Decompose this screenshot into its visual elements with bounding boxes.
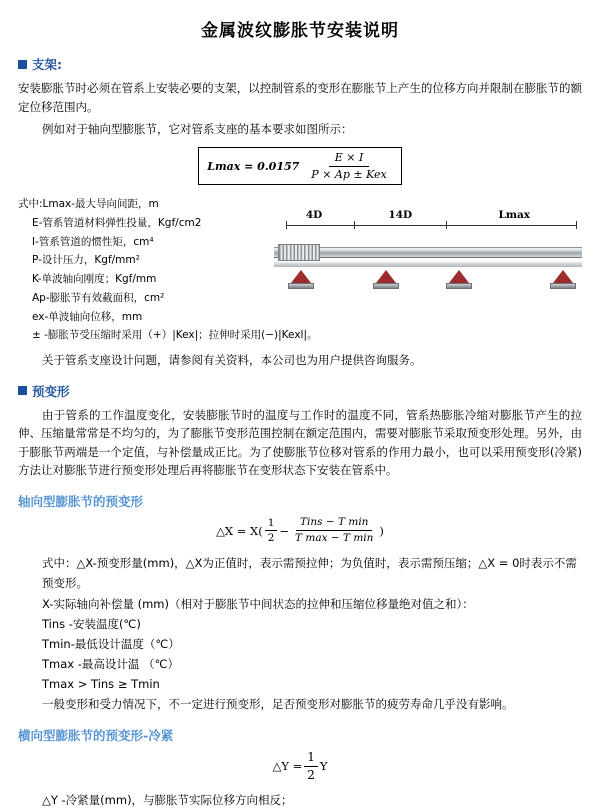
formula-lmax-lhs: Lmax = 0.0157 <box>207 159 300 173</box>
equation-axial <box>18 516 582 545</box>
bullet-square-icon <box>18 60 27 69</box>
support-guide-1 <box>373 269 399 291</box>
dimension-lmax: Lmax <box>498 209 531 222</box>
legend-item: ± -膨胀节受压缩时采用（+）|Kex|；拉伸时采用(−)|Kexl|。 <box>32 329 318 342</box>
legend-and-drawing <box>18 195 582 345</box>
subsection-heading-axial: 轴向型膨胀节的预变形 <box>18 494 144 509</box>
formula-lmax-denominator: P × Ap ± Kex <box>311 167 387 181</box>
pipe-body <box>274 247 582 258</box>
bellows-icon <box>278 244 320 261</box>
page-title: 金属波纹膨胀节安装说明 <box>201 21 399 41</box>
section-heading-predeform <box>18 382 582 400</box>
section-heading-support-label: 支架: <box>32 57 62 72</box>
axial-note: X-实际轴向补偿量 (mm)（相对于膨胀节中间状态的拉伸和压缩位移量绝对值之和）： <box>42 596 474 611</box>
support-guide-3 <box>550 269 576 291</box>
expansion-joint-diagram <box>274 195 582 291</box>
dimension-ticks <box>274 221 582 229</box>
axial-note: Tins -安装温度(℃) <box>42 616 141 631</box>
subsection-heading-lateral: 横向型膨胀节的预变形-冷紧 <box>18 728 174 744</box>
dimension-14d: 14D <box>388 209 413 222</box>
formula-lmax <box>18 147 582 186</box>
legend-item: E-管系管道材料弹性投量，Kgf/cm2 <box>32 217 202 230</box>
equation-lateral-fraction: $\frac{1}{2}$ <box>304 750 318 782</box>
dimension-labels <box>274 209 582 221</box>
axial-notes <box>18 553 582 714</box>
axial-note: Tmin-最低设计温度（℃） <box>42 636 180 651</box>
legend-item: K-单波轴向刚度；Kgf/mm <box>32 273 157 286</box>
support-guide-2 <box>446 269 472 291</box>
equation-axial-fraction: $\frac{\text{Tins − T min}}{\text{T max − T min}}$ <box>295 516 374 545</box>
support-paragraph-1: 安装膨胀节时必须在管系上安装必要的支架，以控制管系的变形在膨胀节上产生的位移方向并限制在膨胀节的额定位移范围内。 <box>18 81 582 114</box>
formula-lmax-fraction <box>305 151 392 182</box>
axial-note: 式中：△X-预变形量(mm)，△X为正值时，表示需预拉伸；为负值时，表示需预压缩；△X = 0时表示不需预变形。 <box>42 556 577 591</box>
support-design-note: 关于管系支座设计问题，请参阅有关资料，本公司也为用户提供咨询服务。 <box>42 352 422 367</box>
dimension-4d: 4D <box>305 209 323 222</box>
legend-item: Ap-膨胀节有效截面积，cm² <box>32 291 165 304</box>
formula-lmax-numerator: E × I <box>329 151 370 167</box>
pipe-assembly <box>274 231 582 291</box>
section-heading-support <box>18 55 582 73</box>
equation-lateral-rhs: Y <box>319 759 328 774</box>
equation-axial-lhs: △X = X( <box>216 523 263 538</box>
equation-axial-half: $\frac{1}{2}$ <box>265 517 278 545</box>
pipe-shadow <box>274 262 582 267</box>
axial-note: 一般变形和受力情况下，不一定进行预变形，足否预变形对膨胀节的疲劳寿命几乎没有影响。 <box>42 697 514 712</box>
legend-item: 式中:Lmax-最大导向间距，m <box>18 198 159 211</box>
equation-lateral <box>18 750 582 782</box>
axial-note: Tmax > Tins ≥ Tmin <box>42 677 160 691</box>
support-paragraph-2: 例如对于轴向型膨胀节，它对管系支座的基本要求如图所示： <box>42 122 353 137</box>
equation-axial-minus: − <box>279 523 290 538</box>
support-anchor <box>288 269 314 291</box>
lateral-note: △Y -冷紧量(mm)，与膨胀节实际位移方向相反； <box>42 793 293 808</box>
bullet-square-icon <box>18 386 27 395</box>
section-heading-predeform-label: 预变形 <box>32 383 70 399</box>
predeform-paragraph: 由于管系的工作温度变化，安装膨胀节时的温度与工作时的温度不同，管系热膨胀冷缩对膨胀节产生的拉伸、压缩量常常是不均匀的，为了膨胀节变形范围控制在额定范围内，需要对膨胀节采取预变形处理。另外，由于膨胀节两端是一个定值，与补偿量成正比。为了使膨胀节位移对管系的作用力最小，也可以采用预变形(冷紧)方法让对膨胀节进行预变形处理后再将膨胀节在变形状态下安装在管系中。 <box>18 407 582 478</box>
lateral-notes <box>18 790 582 810</box>
legend-item: ex-单波轴向位移，mm <box>32 310 143 323</box>
axial-note: Tmax -最高设计温 （℃） <box>42 656 179 671</box>
equation-axial-rhs: ) <box>379 523 384 538</box>
legend-item: I-管系管道的惯性矩，cm⁴ <box>32 235 154 248</box>
legend-item: P-设计压力，Kgf/mm² <box>32 254 140 267</box>
equation-lateral-lhs: △Y = <box>272 759 303 774</box>
